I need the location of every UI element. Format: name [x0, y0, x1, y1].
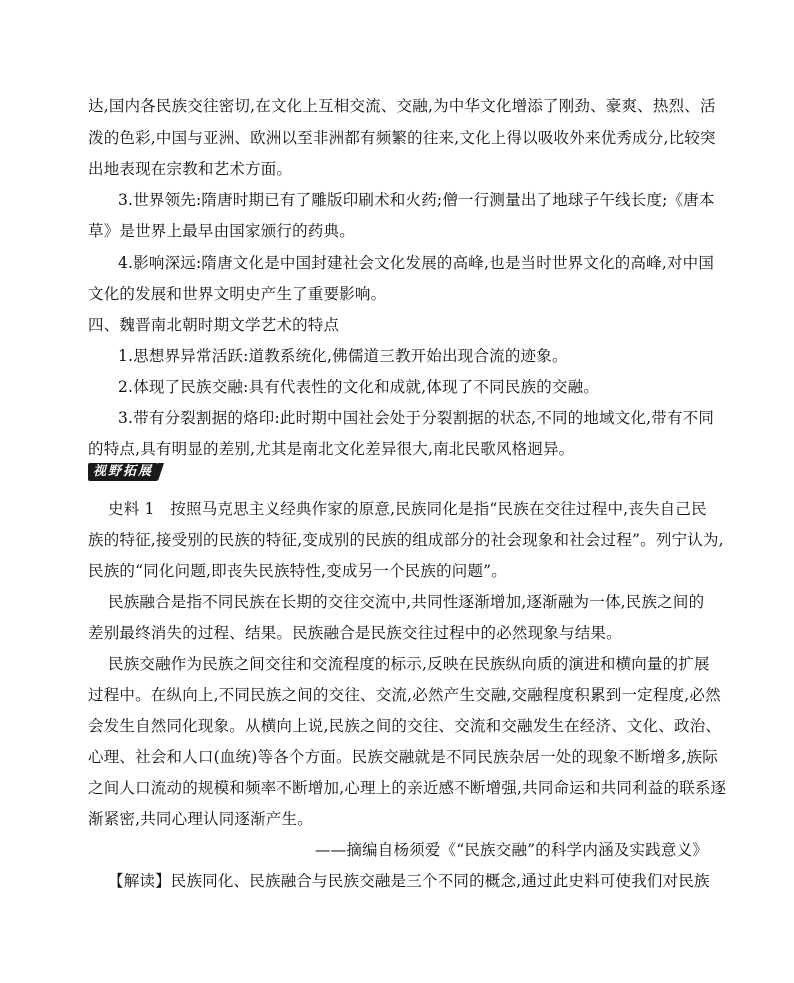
text-line: 4.影响深远:隋唐文化是中国封建社会文化发展的高峰,也是当时世界文化的高峰,对中国 [118, 254, 715, 272]
text-line: 差别最终消失的过程、结果。民族融合是民族交往过程中的必然现象与结果。 [88, 624, 622, 642]
text-line: 心理、社会和人口(血统)等各个方面。民族交融就是不同民族杂居一处的现象不断增多,族际 [88, 748, 718, 766]
text-line: 民族交融作为民族之间交往和交流程度的标示,反映在民族纵向质的演进和横向量的扩展 [108, 655, 710, 673]
text-line: 3.世界领先:隋唐时期已有了雕版印刷术和火药;僧一行测量出了地球子午线长度;《唐本 [118, 191, 715, 209]
text-line: 【解读】民族同化、民族融合与民族交融是三个不同的概念,通过此史料可使我们对民族 [108, 872, 710, 890]
text-line: 会发生自然同化现象。从横向上说,民族之间的交往、交流和交融发生在经济、文化、政治、 [88, 717, 722, 735]
text-line: 2.体现了民族交融:具有代表性的文化和成就,体现了不同民族的交融。 [118, 378, 600, 396]
section-badge: 视野拓展 [88, 463, 158, 481]
text-line: ——摘编自杨须爱《“民族交融”的科学内涵及实践意义》 [314, 841, 708, 859]
text-line: 达,国内各民族交往密切,在文化上互相交流、交融,为中华文化增添了刚劲、豪爽、热烈、活 [88, 97, 716, 115]
text-line: 1.思想界异常活跃:道教系统化,佛儒道三教开始出现合流的迹象。 [118, 347, 568, 365]
text-line: 渐紧密,共同心理认同逐渐产生。 [88, 810, 313, 828]
text-line: 四、魏晋南北朝时期文学艺术的特点 [88, 316, 340, 334]
text-line: 民族的“同化问题,即丧失民族特性,变成另一个民族的问题”。 [88, 562, 508, 580]
text-line: 文化的发展和世界文明史产生了重要影响。 [88, 285, 387, 303]
text-line: 过程中。在纵向上,不同民族之间的交往、交流,必然产生交融,交融程度积累到一定程度,必然 [88, 686, 721, 704]
text-line: 史料 1 按照马克思主义经典作家的原意,民族同化是指“民族在交往过程中,丧失自己民 [108, 500, 707, 518]
text-line: 民族融合是指不同民族在长期的交往交流中,共同性逐渐增加,逐渐融为一体,民族之间的 [108, 593, 705, 611]
text-line: 泼的色彩,中国与亚洲、欧洲以至非洲都有频繁的往来,文化上得以吸收外来优秀成分,比较突 [88, 129, 716, 147]
text-line: 草》是世界上最早由国家颁行的药典。 [88, 222, 355, 240]
text-line: 之间人口流动的规模和频率不断增加,心理上的亲近感不断增强,共同命运和共同利益的联系逐 [88, 779, 727, 797]
text-line: 3.带有分裂割据的烙印:此时期中国社会处于分裂割据的状态,不同的地域文化,带有不同 [118, 409, 715, 427]
text-line: 出地表现在宗教和艺术方面。 [88, 160, 293, 178]
text-line: 族的特征,接受别的民族的特征,变成别的民族的组成部分的社会现象和社会过程”。列宁认为, [88, 531, 724, 549]
text-line: 的特点,具有明显的差别,尤其是南北文化差异很大,南北民歌风格迥异。 [88, 440, 575, 458]
